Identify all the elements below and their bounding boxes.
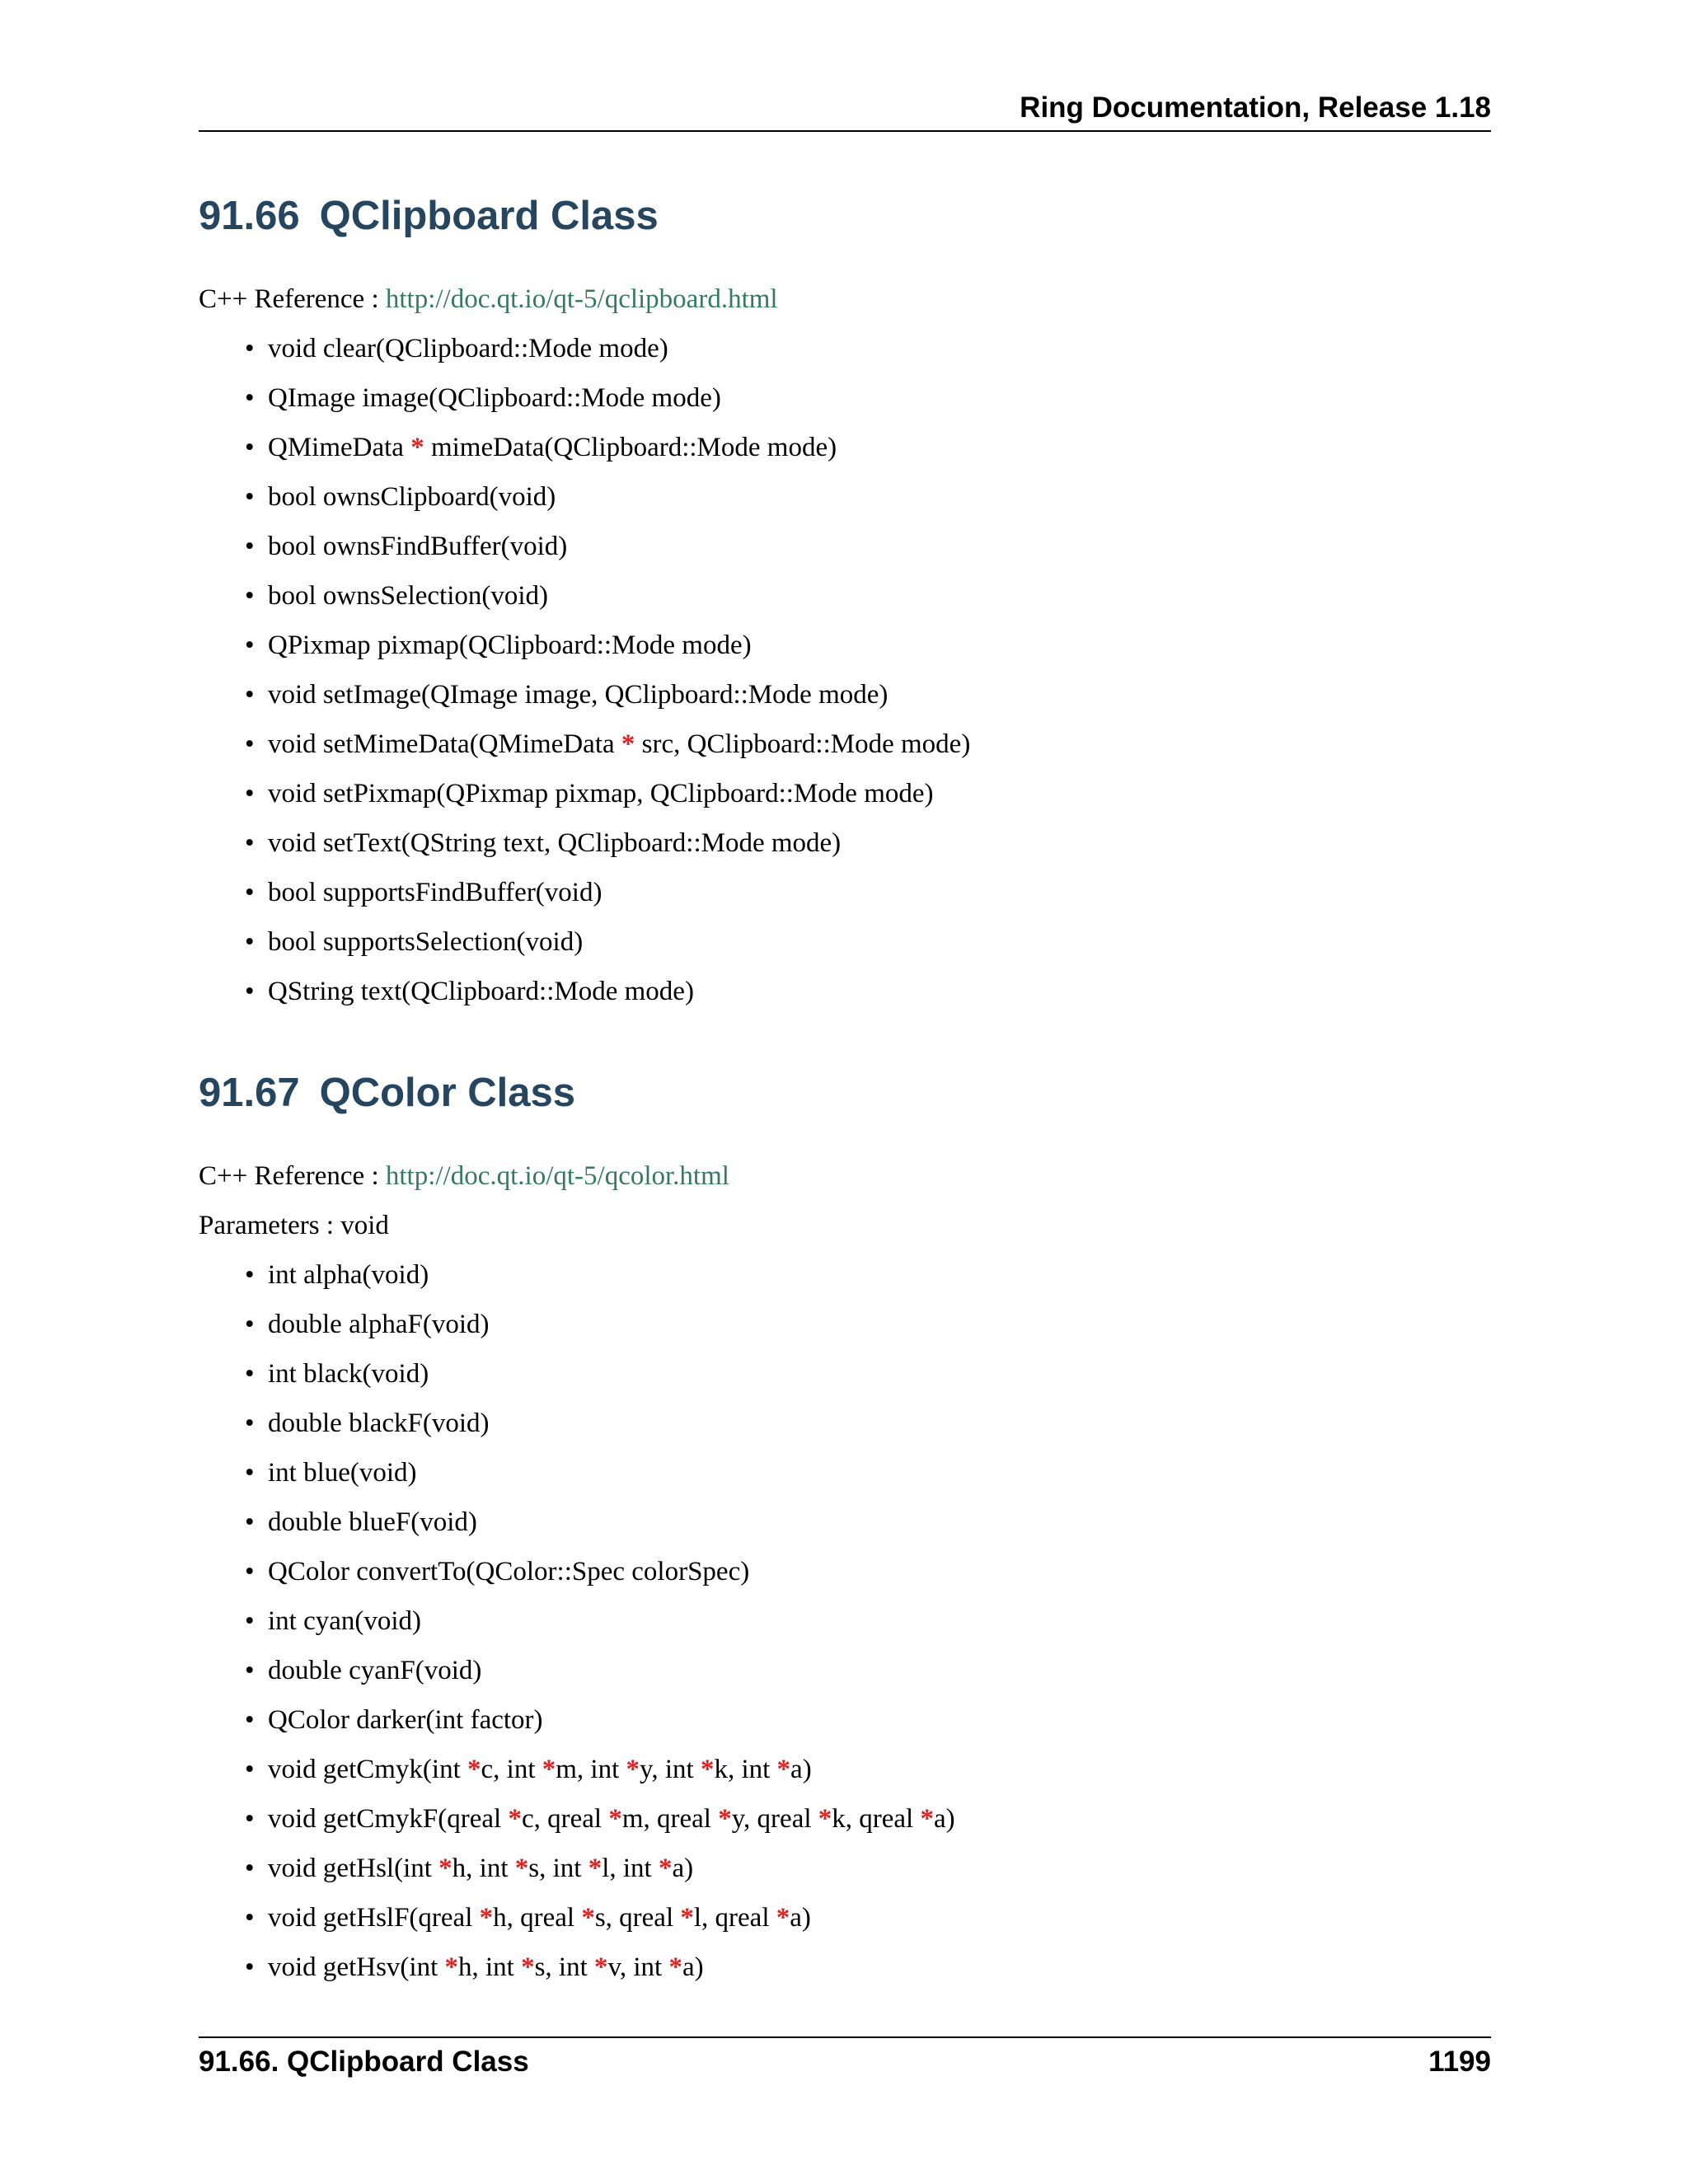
method-signature: void getCmyk(int *c, int *m, int *y, int *k, int *a) <box>268 1755 812 1784</box>
bullet-icon: • <box>245 1705 255 1735</box>
method-item <box>199 629 970 678</box>
reference-link[interactable]: http://doc.qt.io/qt-5/qcolor.html <box>385 1161 729 1191</box>
bullet-icon: • <box>245 383 255 413</box>
header-rule <box>199 130 1491 132</box>
pointer-star: * <box>467 1755 481 1784</box>
section-heading-qcolor <box>199 1070 575 1116</box>
footer-rule <box>199 2036 1491 2038</box>
method-item <box>199 975 970 1024</box>
pointer-star: * <box>920 1804 934 1834</box>
bullet-icon: • <box>245 1408 255 1438</box>
running-header: Ring Documentation, Release 1.18 <box>1020 91 1491 124</box>
method-signature: bool ownsSelection(void) <box>268 581 549 611</box>
pointer-star: * <box>521 1952 535 1982</box>
pointer-star: * <box>626 1755 640 1784</box>
bullet-icon: • <box>245 1359 255 1389</box>
pointer-star: * <box>818 1804 832 1834</box>
method-item <box>199 876 970 926</box>
method-list-qclipboard <box>199 332 970 1024</box>
method-item <box>199 1456 955 1506</box>
document-page <box>199 0 1491 2184</box>
bullet-icon: • <box>245 1458 255 1488</box>
section-heading-qclipboard <box>199 193 659 239</box>
bullet-icon: • <box>245 1606 255 1636</box>
pointer-star: * <box>621 729 635 759</box>
footer-page-number: 1199 <box>1428 2046 1491 2078</box>
pointer-star: * <box>581 1903 595 1933</box>
cpp-reference-qclipboard <box>199 283 778 316</box>
method-item <box>199 777 970 827</box>
section-number: 91.67 <box>199 1071 300 1115</box>
pointer-star: * <box>542 1755 556 1784</box>
bullet-icon: • <box>245 729 255 759</box>
bullet-icon: • <box>245 680 255 710</box>
bullet-icon: • <box>245 1507 255 1537</box>
pointer-star: * <box>514 1854 529 1883</box>
method-item <box>199 332 970 382</box>
method-signature: bool ownsClipboard(void) <box>268 482 556 512</box>
method-item <box>199 827 970 876</box>
bullet-icon: • <box>245 1656 255 1685</box>
pointer-star: * <box>680 1903 694 1933</box>
bullet-icon: • <box>245 1557 255 1586</box>
method-signature: double cyanF(void) <box>268 1656 482 1685</box>
method-item <box>199 530 970 579</box>
method-signature: QColor convertTo(QColor::Spec colorSpec) <box>268 1557 750 1586</box>
method-signature: QImage image(QClipboard::Mode mode) <box>268 383 721 413</box>
bullet-icon: • <box>245 927 255 957</box>
method-signature: double blackF(void) <box>268 1408 490 1438</box>
bullet-icon: • <box>245 482 255 512</box>
method-signature: void getHsv(int *h, int *s, int *v, int *a) <box>268 1952 704 1982</box>
pointer-star: * <box>444 1952 458 1982</box>
method-item <box>199 1901 955 1951</box>
pointer-star: * <box>658 1854 673 1883</box>
method-item <box>199 579 970 629</box>
method-signature: int black(void) <box>268 1359 429 1389</box>
bullet-icon: • <box>245 1854 255 1883</box>
method-item <box>199 480 970 530</box>
method-item <box>199 678 970 728</box>
parameters-line: Parameters : void <box>199 1211 389 1240</box>
method-item <box>199 1407 955 1456</box>
method-signature: QColor darker(int factor) <box>268 1705 543 1735</box>
bullet-icon: • <box>245 828 255 858</box>
footer-section: 91.66. QClipboard Class <box>199 2046 529 2078</box>
bullet-icon: • <box>245 532 255 561</box>
method-item <box>199 1555 955 1605</box>
bullet-icon: • <box>245 1804 255 1834</box>
method-signature: void setPixmap(QPixmap pixmap, QClipboard::Mode mode) <box>268 779 934 808</box>
bullet-icon: • <box>245 1755 255 1784</box>
method-item <box>199 1951 955 2000</box>
method-signature: int blue(void) <box>268 1458 417 1488</box>
method-signature: int alpha(void) <box>268 1260 429 1290</box>
bullet-icon: • <box>245 1260 255 1290</box>
method-signature: QMimeData * mimeData(QClipboard::Mode mode) <box>268 433 837 462</box>
method-signature: void getHsl(int *h, int *s, int *l, int *a) <box>268 1854 694 1883</box>
method-item <box>199 382 970 431</box>
pointer-star: * <box>588 1854 603 1883</box>
method-signature: void setMimeData(QMimeData * src, QClipboard::Mode mode) <box>268 729 971 759</box>
pointer-star: * <box>608 1804 622 1834</box>
method-item <box>199 1704 955 1753</box>
pointer-star: * <box>479 1903 494 1933</box>
bullet-icon: • <box>245 581 255 611</box>
bullet-icon: • <box>245 1952 255 1982</box>
method-item <box>199 1357 955 1407</box>
pointer-star: * <box>776 1903 790 1933</box>
method-signature: QPixmap pixmap(QClipboard::Mode mode) <box>268 630 752 660</box>
section-title: QClipboard Class <box>319 194 659 238</box>
bullet-icon: • <box>245 334 255 363</box>
method-signature: double alphaF(void) <box>268 1310 490 1339</box>
bullet-icon: • <box>245 779 255 808</box>
bullet-icon: • <box>245 878 255 907</box>
method-signature: void getHslF(qreal *h, qreal *s, qreal *l, qreal *a) <box>268 1903 811 1933</box>
reference-label: C++ Reference : <box>199 1161 379 1191</box>
method-signature: void clear(QClipboard::Mode mode) <box>268 334 668 363</box>
method-item <box>199 926 970 975</box>
pointer-star: * <box>438 1854 452 1883</box>
method-signature: void setText(QString text, QClipboard::Mode mode) <box>268 828 842 858</box>
method-signature: bool supportsSelection(void) <box>268 927 584 957</box>
method-signature: double blueF(void) <box>268 1507 477 1537</box>
method-item <box>199 1308 955 1357</box>
reference-link[interactable]: http://doc.qt.io/qt-5/qclipboard.html <box>385 284 778 314</box>
method-signature: bool ownsFindBuffer(void) <box>268 532 568 561</box>
method-list-qcolor <box>199 1258 955 2000</box>
bullet-icon: • <box>245 630 255 660</box>
pointer-star: * <box>668 1952 682 1982</box>
bullet-icon: • <box>245 1310 255 1339</box>
method-signature: void getCmykF(qreal *c, qreal *m, qreal *y, qreal *k, qreal *a) <box>268 1804 955 1834</box>
method-signature: void setImage(QImage image, QClipboard::Mode mode) <box>268 680 889 710</box>
method-signature: QString text(QClipboard::Mode mode) <box>268 977 694 1006</box>
pointer-star: * <box>594 1952 608 1982</box>
method-item <box>199 1258 955 1308</box>
method-item <box>199 1654 955 1704</box>
method-item <box>199 431 970 480</box>
pointer-star: * <box>776 1755 791 1784</box>
pointer-star: * <box>508 1804 522 1834</box>
bullet-icon: • <box>245 977 255 1006</box>
method-item <box>199 1506 955 1555</box>
method-item <box>199 1802 955 1852</box>
method-signature: int cyan(void) <box>268 1606 422 1636</box>
cpp-reference-qcolor <box>199 1160 729 1193</box>
pointer-star: * <box>410 433 424 462</box>
method-item <box>199 1605 955 1654</box>
method-signature: bool supportsFindBuffer(void) <box>268 878 603 907</box>
method-item <box>199 1852 955 1901</box>
pointer-star: * <box>718 1804 732 1834</box>
method-item <box>199 728 970 777</box>
bullet-icon: • <box>245 433 255 462</box>
reference-label: C++ Reference : <box>199 284 379 314</box>
section-number: 91.66 <box>199 194 300 238</box>
bullet-icon: • <box>245 1903 255 1933</box>
section-title: QColor Class <box>319 1071 576 1115</box>
pointer-star: * <box>700 1755 715 1784</box>
method-item <box>199 1753 955 1802</box>
